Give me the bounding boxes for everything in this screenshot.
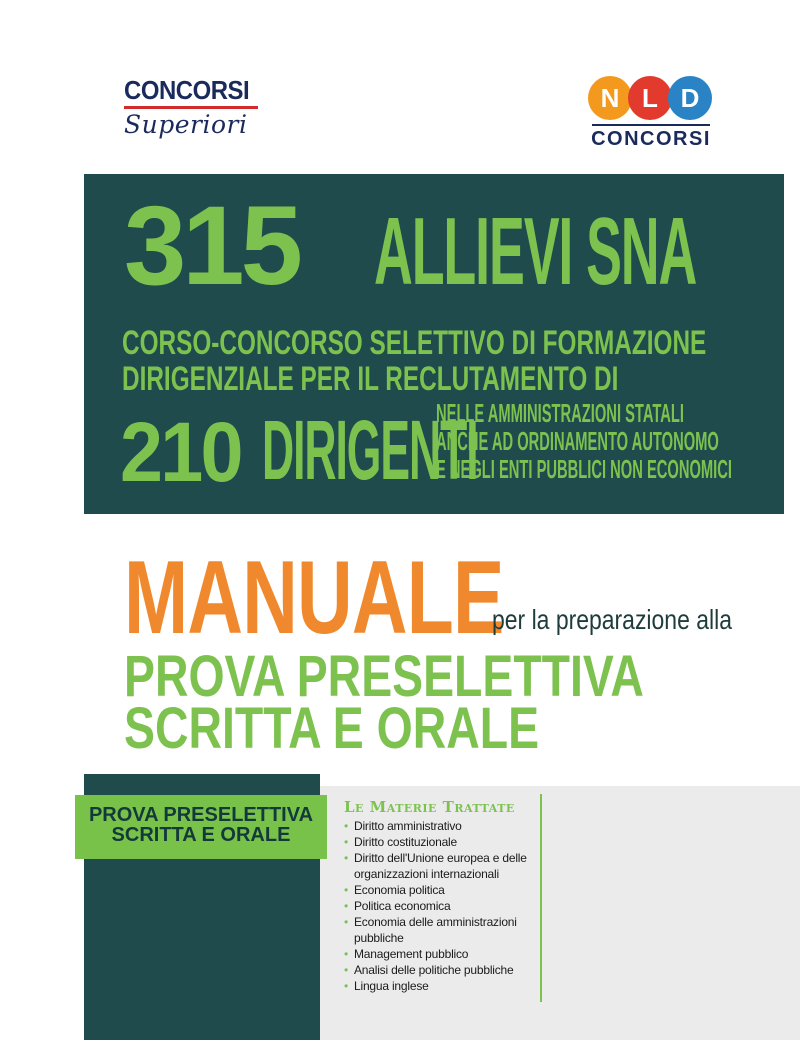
subject-text: Politica economica bbox=[354, 899, 451, 913]
bullet-icon: • bbox=[344, 915, 349, 929]
bullet-icon: • bbox=[344, 963, 349, 977]
logo-top-text: CONCORSI bbox=[124, 75, 250, 105]
title-subtitle-line2: DIRIGENZIALE PER IL RECLUTAMENTO DI bbox=[122, 360, 619, 398]
bullet-icon: • bbox=[344, 851, 349, 865]
subject-item bbox=[344, 978, 538, 994]
subject-text: Management pubblico bbox=[354, 947, 469, 961]
prova-line2: SCRITTA E ORALE bbox=[124, 696, 540, 761]
nld-letter-l: L bbox=[628, 76, 672, 120]
concorsi-superiori-logo bbox=[124, 76, 274, 139]
nld-label: CONCORSI bbox=[591, 128, 711, 150]
manual-tagline: per la preparazione alla bbox=[492, 604, 732, 635]
subject-item bbox=[344, 834, 538, 850]
subject-item bbox=[344, 946, 538, 962]
subject-text: Diritto costituzionale bbox=[354, 835, 457, 849]
manual-heading: MANUALE bbox=[124, 540, 504, 656]
subjects-divider bbox=[540, 794, 542, 1002]
subject-item bbox=[344, 850, 538, 882]
badge-line1: PROVA PRESELETTIVA bbox=[88, 804, 314, 826]
subject-text: Diritto amministrativo bbox=[354, 819, 462, 833]
dirigenti-number: 210 bbox=[120, 405, 241, 499]
badge-line2: SCRITTA E ORALE bbox=[111, 824, 291, 846]
logo-bottom-text: Superiori bbox=[124, 110, 248, 139]
subject-text: Economia delle amministrazioni pubbliche bbox=[354, 915, 517, 945]
nld-circles bbox=[588, 74, 714, 122]
title-number: 315 bbox=[124, 183, 299, 308]
nld-letter-n: N bbox=[588, 76, 632, 120]
bullet-icon: • bbox=[344, 899, 349, 913]
subject-item bbox=[344, 898, 538, 914]
bullet-icon: • bbox=[344, 819, 349, 833]
subject-text: Lingua inglese bbox=[354, 979, 429, 993]
subject-item bbox=[344, 914, 538, 946]
title-headline: ALLIEVI SNA bbox=[374, 198, 697, 305]
title-band bbox=[84, 174, 784, 514]
subject-text: Diritto dell'Unione europea e delle organizzazioni internazionali bbox=[354, 851, 527, 881]
subjects-list bbox=[344, 818, 538, 994]
detail-line3: E NEGLI ENTI PUBBLICI NON ECONOMICI bbox=[436, 454, 732, 484]
nld-letter-d: D bbox=[668, 76, 712, 120]
bullet-icon: • bbox=[344, 979, 349, 993]
bullet-icon: • bbox=[344, 947, 349, 961]
detail-line2: ANCHE AD ORDINAMENTO AUTONOMO bbox=[436, 426, 719, 456]
logo-divider bbox=[124, 106, 258, 109]
bullet-icon: • bbox=[344, 883, 349, 897]
detail-line1: NELLE AMMINISTRAZIONI STATALI bbox=[436, 398, 684, 428]
title-subtitle-line1: CORSO-CONCORSO SELETTIVO DI FORMAZIONE bbox=[122, 324, 707, 362]
subject-item bbox=[344, 818, 538, 834]
subject-text: Analisi delle politiche pubbliche bbox=[354, 963, 514, 977]
subject-text: Economia politica bbox=[354, 883, 445, 897]
prova-badge bbox=[75, 795, 327, 859]
bullet-icon: • bbox=[344, 835, 349, 849]
subjects-heading: Le Materie Trattate bbox=[344, 798, 515, 816]
subject-item bbox=[344, 882, 538, 898]
dirigenti-word: DIRIGENTI bbox=[262, 403, 478, 497]
nld-concorsi-logo bbox=[586, 74, 716, 154]
subject-item bbox=[344, 962, 538, 978]
nld-divider bbox=[592, 124, 710, 126]
prova-line1: PROVA PRESELETTIVA bbox=[124, 644, 644, 709]
